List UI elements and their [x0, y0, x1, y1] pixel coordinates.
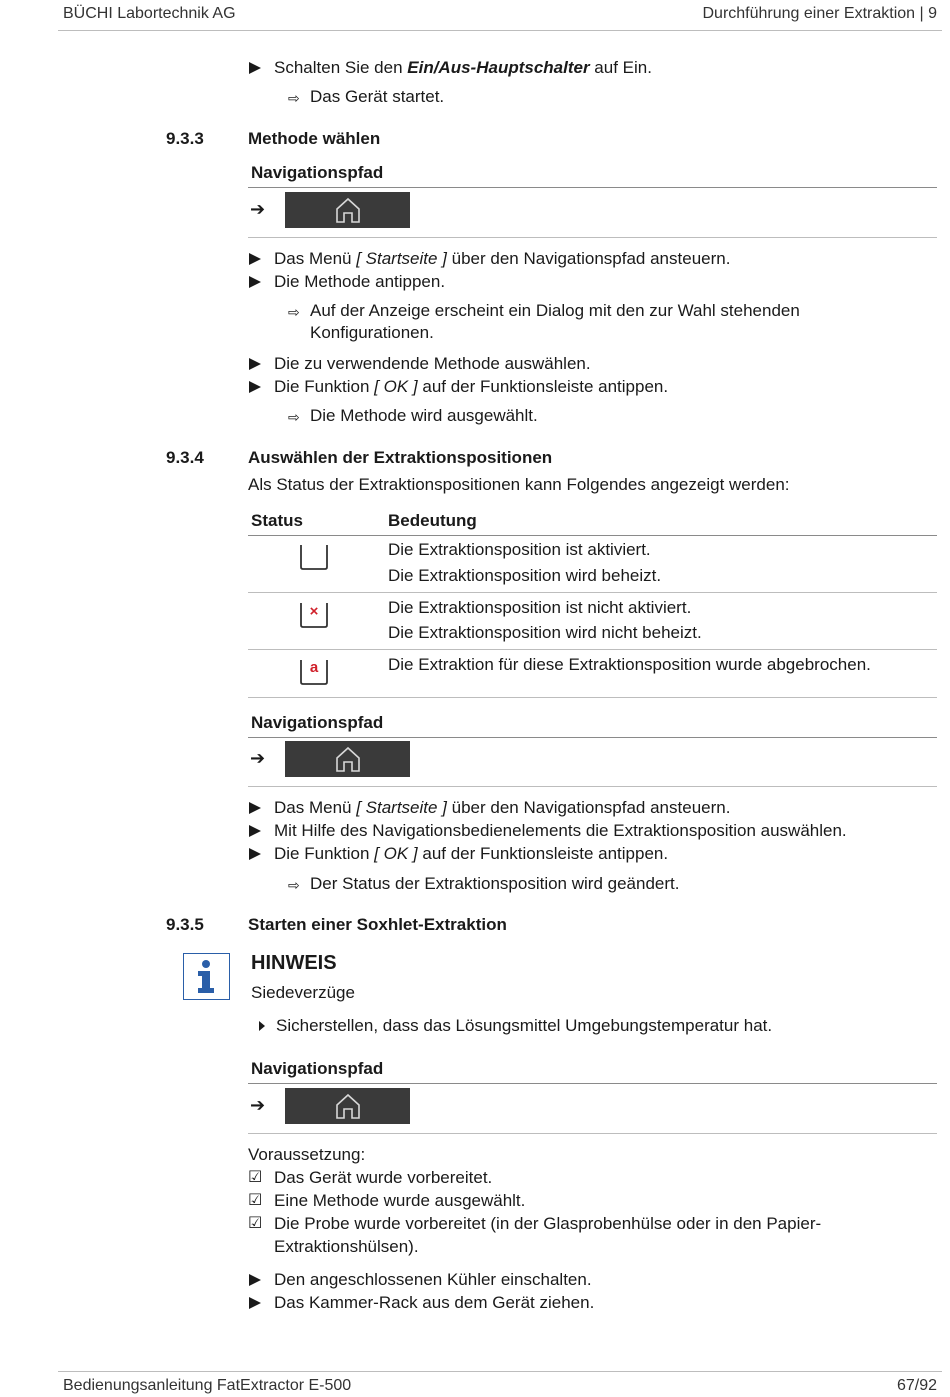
home-icon — [335, 196, 361, 224]
result-method-selected: Die Methode wird ausgewählt. — [310, 406, 538, 425]
nav-path-bottom-rule — [248, 786, 937, 787]
step-bullet-icon — [249, 381, 261, 393]
result-arrow-icon: ⇨ — [288, 90, 300, 106]
step-bullet-icon — [249, 1274, 261, 1286]
result-arrow-icon: ⇨ — [288, 409, 300, 425]
checkbox-checked-icon: ☑ — [248, 1192, 263, 1209]
step-bullet-icon — [249, 825, 261, 837]
home-icon — [335, 1092, 361, 1120]
table-cell-meaning: Die Extraktionsposition wird beheizt. — [388, 566, 662, 585]
nav-arrow-icon: ➔ — [250, 1095, 266, 1115]
result-dialog-line1: Auf der Anzeige erscheint ein Dialog mit den zur Wahl stehenden — [310, 301, 800, 320]
step-bullet-icon — [249, 848, 261, 860]
table-header-meaning: Bedeutung — [388, 511, 477, 530]
step-bullet-icon — [249, 276, 261, 288]
prerequisite-item-cont: Extraktionshülsen). — [274, 1237, 419, 1256]
step-bullet-icon — [249, 358, 261, 370]
result-arrow-icon: ⇨ — [288, 877, 300, 893]
notice-step: Sicherstellen, dass das Lösungsmittel Umgebungstemperatur hat. — [276, 1016, 773, 1035]
section-title: Auswählen der Extraktionspositionen — [248, 448, 553, 467]
home-button[interactable] — [285, 741, 410, 777]
section-title: Starten einer Soxhlet-Extraktion — [248, 915, 507, 934]
footer-rule — [58, 1371, 942, 1372]
prerequisite-label: Voraussetzung: — [248, 1145, 366, 1164]
header-chapter: Durchführung einer Extraktion | 9 — [702, 5, 937, 22]
table-header-rule — [248, 535, 937, 536]
step-bullet-icon — [249, 1297, 261, 1309]
intro-step: Schalten Sie den Ein/Aus-Hauptschalter auf Ein. — [274, 58, 652, 77]
step-cooler-on: Den angeschlossenen Kühler einschalten. — [274, 1270, 592, 1289]
step-bullet-icon — [249, 253, 261, 265]
prerequisite-item: Die Probe wurde vorbereitet (in der Glasprobenhülse oder in den Papier- — [274, 1214, 822, 1233]
nav-path-label: Navigationspfad — [251, 163, 384, 182]
home-button[interactable] — [285, 1088, 410, 1124]
table-bottom-rule — [248, 697, 937, 698]
header-company: BÜCHI Labortechnik AG — [63, 5, 236, 22]
section-intro: Als Status der Extraktionspositionen kann Folgendes angezeigt werden: — [248, 475, 790, 494]
nav-path-bottom-rule — [248, 1133, 937, 1134]
prerequisite-item: Eine Methode wurde ausgewählt. — [274, 1191, 526, 1210]
step-pull-rack: Das Kammer-Rack aus dem Gerät ziehen. — [274, 1293, 595, 1312]
section-title: Methode wählen — [248, 129, 381, 148]
info-icon — [183, 953, 230, 1000]
prerequisite-item: Das Gerät wurde vorbereitet. — [274, 1168, 493, 1187]
table-header-status: Status — [251, 511, 303, 530]
footer-manual: Bedienungsanleitung FatExtractor E-500 — [63, 1377, 352, 1394]
step-tap-ok: Die Funktion [ OK ] auf der Funktionsleiste antippen. — [274, 844, 669, 863]
notice-title: HINWEIS — [251, 952, 337, 974]
main-switch-label: Ein/Aus-Hauptschalter — [407, 58, 590, 77]
step-bullet-icon — [249, 62, 261, 74]
checkbox-checked-icon: ☑ — [248, 1215, 263, 1232]
table-cell-meaning: Die Extraktionsposition wird nicht beheizt. — [388, 623, 702, 642]
footer-page-number: 67/92 — [896, 1377, 937, 1394]
table-row-rule — [248, 649, 937, 650]
cup-empty-icon — [299, 543, 329, 571]
nav-path-rule — [248, 1083, 937, 1084]
step-open-home: Das Menü [ Startseite ] über den Navigationspfad ansteuern. — [274, 249, 731, 268]
nav-arrow-icon: ➔ — [250, 748, 266, 768]
step-bullet-icon — [249, 802, 261, 814]
home-icon — [335, 745, 361, 773]
step-tap-method: Die Methode antippen. — [274, 272, 446, 291]
nav-path-rule — [248, 187, 937, 188]
header-rule — [58, 30, 942, 31]
table-row-rule — [248, 592, 937, 593]
nav-path-rule — [248, 737, 937, 738]
step-tap-ok: Die Funktion [ OK ] auf der Funktionsleiste antippen. — [274, 377, 669, 396]
table-cell-meaning: Die Extraktionsposition ist nicht aktiviert. — [388, 598, 692, 617]
section-number: 9.3.4 — [166, 448, 204, 467]
step-select-method: Die zu verwendende Methode auswählen. — [274, 354, 591, 373]
checkbox-checked-icon: ☑ — [248, 1169, 263, 1186]
nav-path-label: Navigationspfad — [251, 713, 384, 732]
step-open-home: Das Menü [ Startseite ] über den Navigationspfad ansteuern. — [274, 798, 731, 817]
intro-result: Das Gerät startet. — [310, 87, 445, 106]
section-number: 9.3.3 — [166, 129, 204, 148]
status-x-mark: × — [309, 603, 319, 620]
section-number: 9.3.5 — [166, 915, 204, 934]
result-status-changed: Der Status der Extraktionsposition wird geändert. — [310, 874, 680, 893]
home-button[interactable] — [285, 192, 410, 228]
step-select-position: Mit Hilfe des Navigationsbedienelements die Extraktionsposition auswählen. — [274, 821, 847, 840]
result-arrow-icon: ⇨ — [288, 304, 300, 320]
nav-arrow-icon: ➔ — [250, 199, 266, 219]
table-cell-meaning: Die Extraktionsposition ist aktiviert. — [388, 540, 651, 559]
notice-subtitle: Siedeverzüge — [251, 983, 355, 1002]
result-dialog-line2: Konfigurationen. — [310, 323, 434, 342]
notice-bullet-icon — [259, 1021, 265, 1031]
status-a-mark: a — [309, 659, 319, 676]
table-cell-meaning: Die Extraktion für diese Extraktionsposition wurde abgebrochen. — [388, 655, 871, 674]
nav-path-label: Navigationspfad — [251, 1059, 384, 1078]
nav-path-bottom-rule — [248, 237, 937, 238]
